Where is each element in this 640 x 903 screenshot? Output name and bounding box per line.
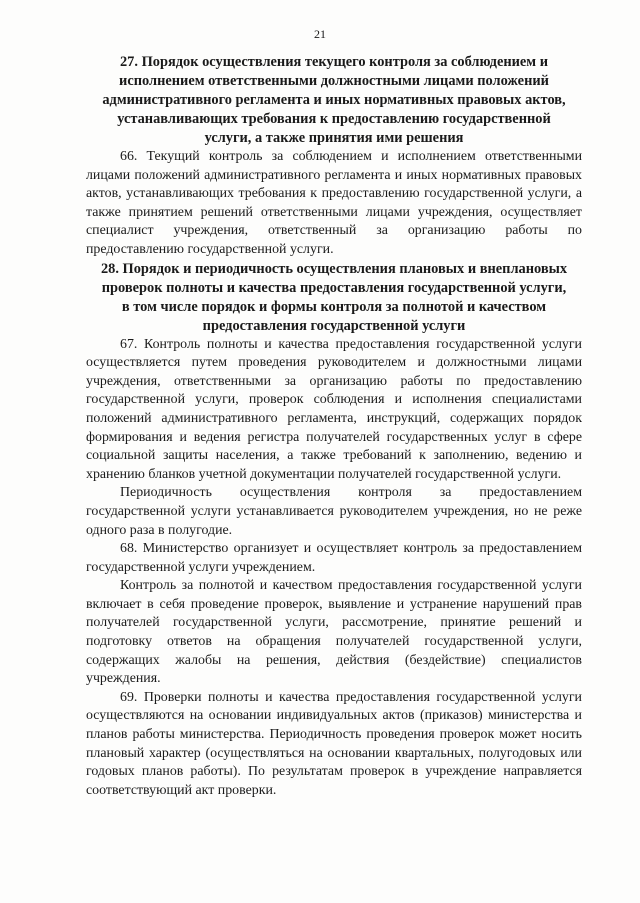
page-number: 21 <box>314 27 326 41</box>
heading-line: предоставления государственной услуги <box>202 317 466 334</box>
section-27-heading <box>86 53 582 148</box>
section-28-heading <box>86 260 582 336</box>
heading-line: исполнением ответственными должностными лицами положений <box>119 73 549 89</box>
heading-line: в том числе порядок и формы контроля за полнотой и качеством <box>121 298 547 315</box>
heading-line: 28. Порядок и периодичность осуществления плановых и внеплановых <box>100 260 568 277</box>
heading-line: устанавливающих требования к предоставлению государственной <box>117 111 551 127</box>
paragraph-periodicity: Периодичность осуществления контроля за предоставлением государственной услуги устанавливается руководителем учреждения, но не реже одного раза в полугодие. <box>86 485 582 538</box>
paragraph-69: 69. Проверки полноты и качества предоставления государственной услуги осуществляются на основании индивидуальных актов (приказов) министерства и планов работы министерства. Периодичность проведения проверок может носить плановый характер (осуществляться на основании квартальных, полугодовых или годовых планов работы). По результатам проверок в учреждение направляется соответствующий акт проверки. <box>86 689 582 798</box>
page-content <box>86 53 582 800</box>
heading-line: административного регламента и иных нормативных правовых актов, <box>102 92 566 108</box>
paragraph-68: 68. Министерство организует и осуществляет контроль за предоставлением государственной услуги учреждением. <box>86 541 582 575</box>
heading-line: 27. Порядок осуществления текущего контроля за соблюдением и <box>119 54 548 70</box>
heading-line: услуги, а также принятия ими решения <box>204 130 464 146</box>
paragraph-control-scope: Контроль за полнотой и качеством предоставления государственной услуги включает в себя проведение проверок, выявление и устранение нарушений прав получателей государственной услуги, рассмотрение, принятие решений и подготовку ответов на обращения получателей государственной услуги, содержащих жалобы на решения, действия (бездействие) специалистов учреждения. <box>86 578 582 687</box>
paragraph-67: 67. Контроль полноты и качества предоставления государственной услуги осуществляется путем проведения руководителем и должностными лицами учреждения, ответственными за организацию работы по предоставлению государственной услуги, проверок соблюдения и исполнения специалистами положений административного регламента, инструкций, содержащих порядок формирования и ведения регистра получателей государственных услуг в сфере социальной защиты населения, а также требований к заполнению, ведению и хранению бланков учетной документации получателей государственной услуги. <box>86 336 582 482</box>
paragraph-66: 66. Текущий контроль за соблюдением и исполнением ответственными лицами положений административного регламента и иных нормативных правовых актов, устанавливающих требования к предоставлению государственной услуги, а также принятием решений ответственными лицами учреждения, осуществляет специалист учреждения, ответственный за организацию работы по предоставлению государственной услуги. <box>86 149 582 257</box>
heading-line: проверок полноты и качества предоставления государственной услуги, <box>101 279 567 296</box>
